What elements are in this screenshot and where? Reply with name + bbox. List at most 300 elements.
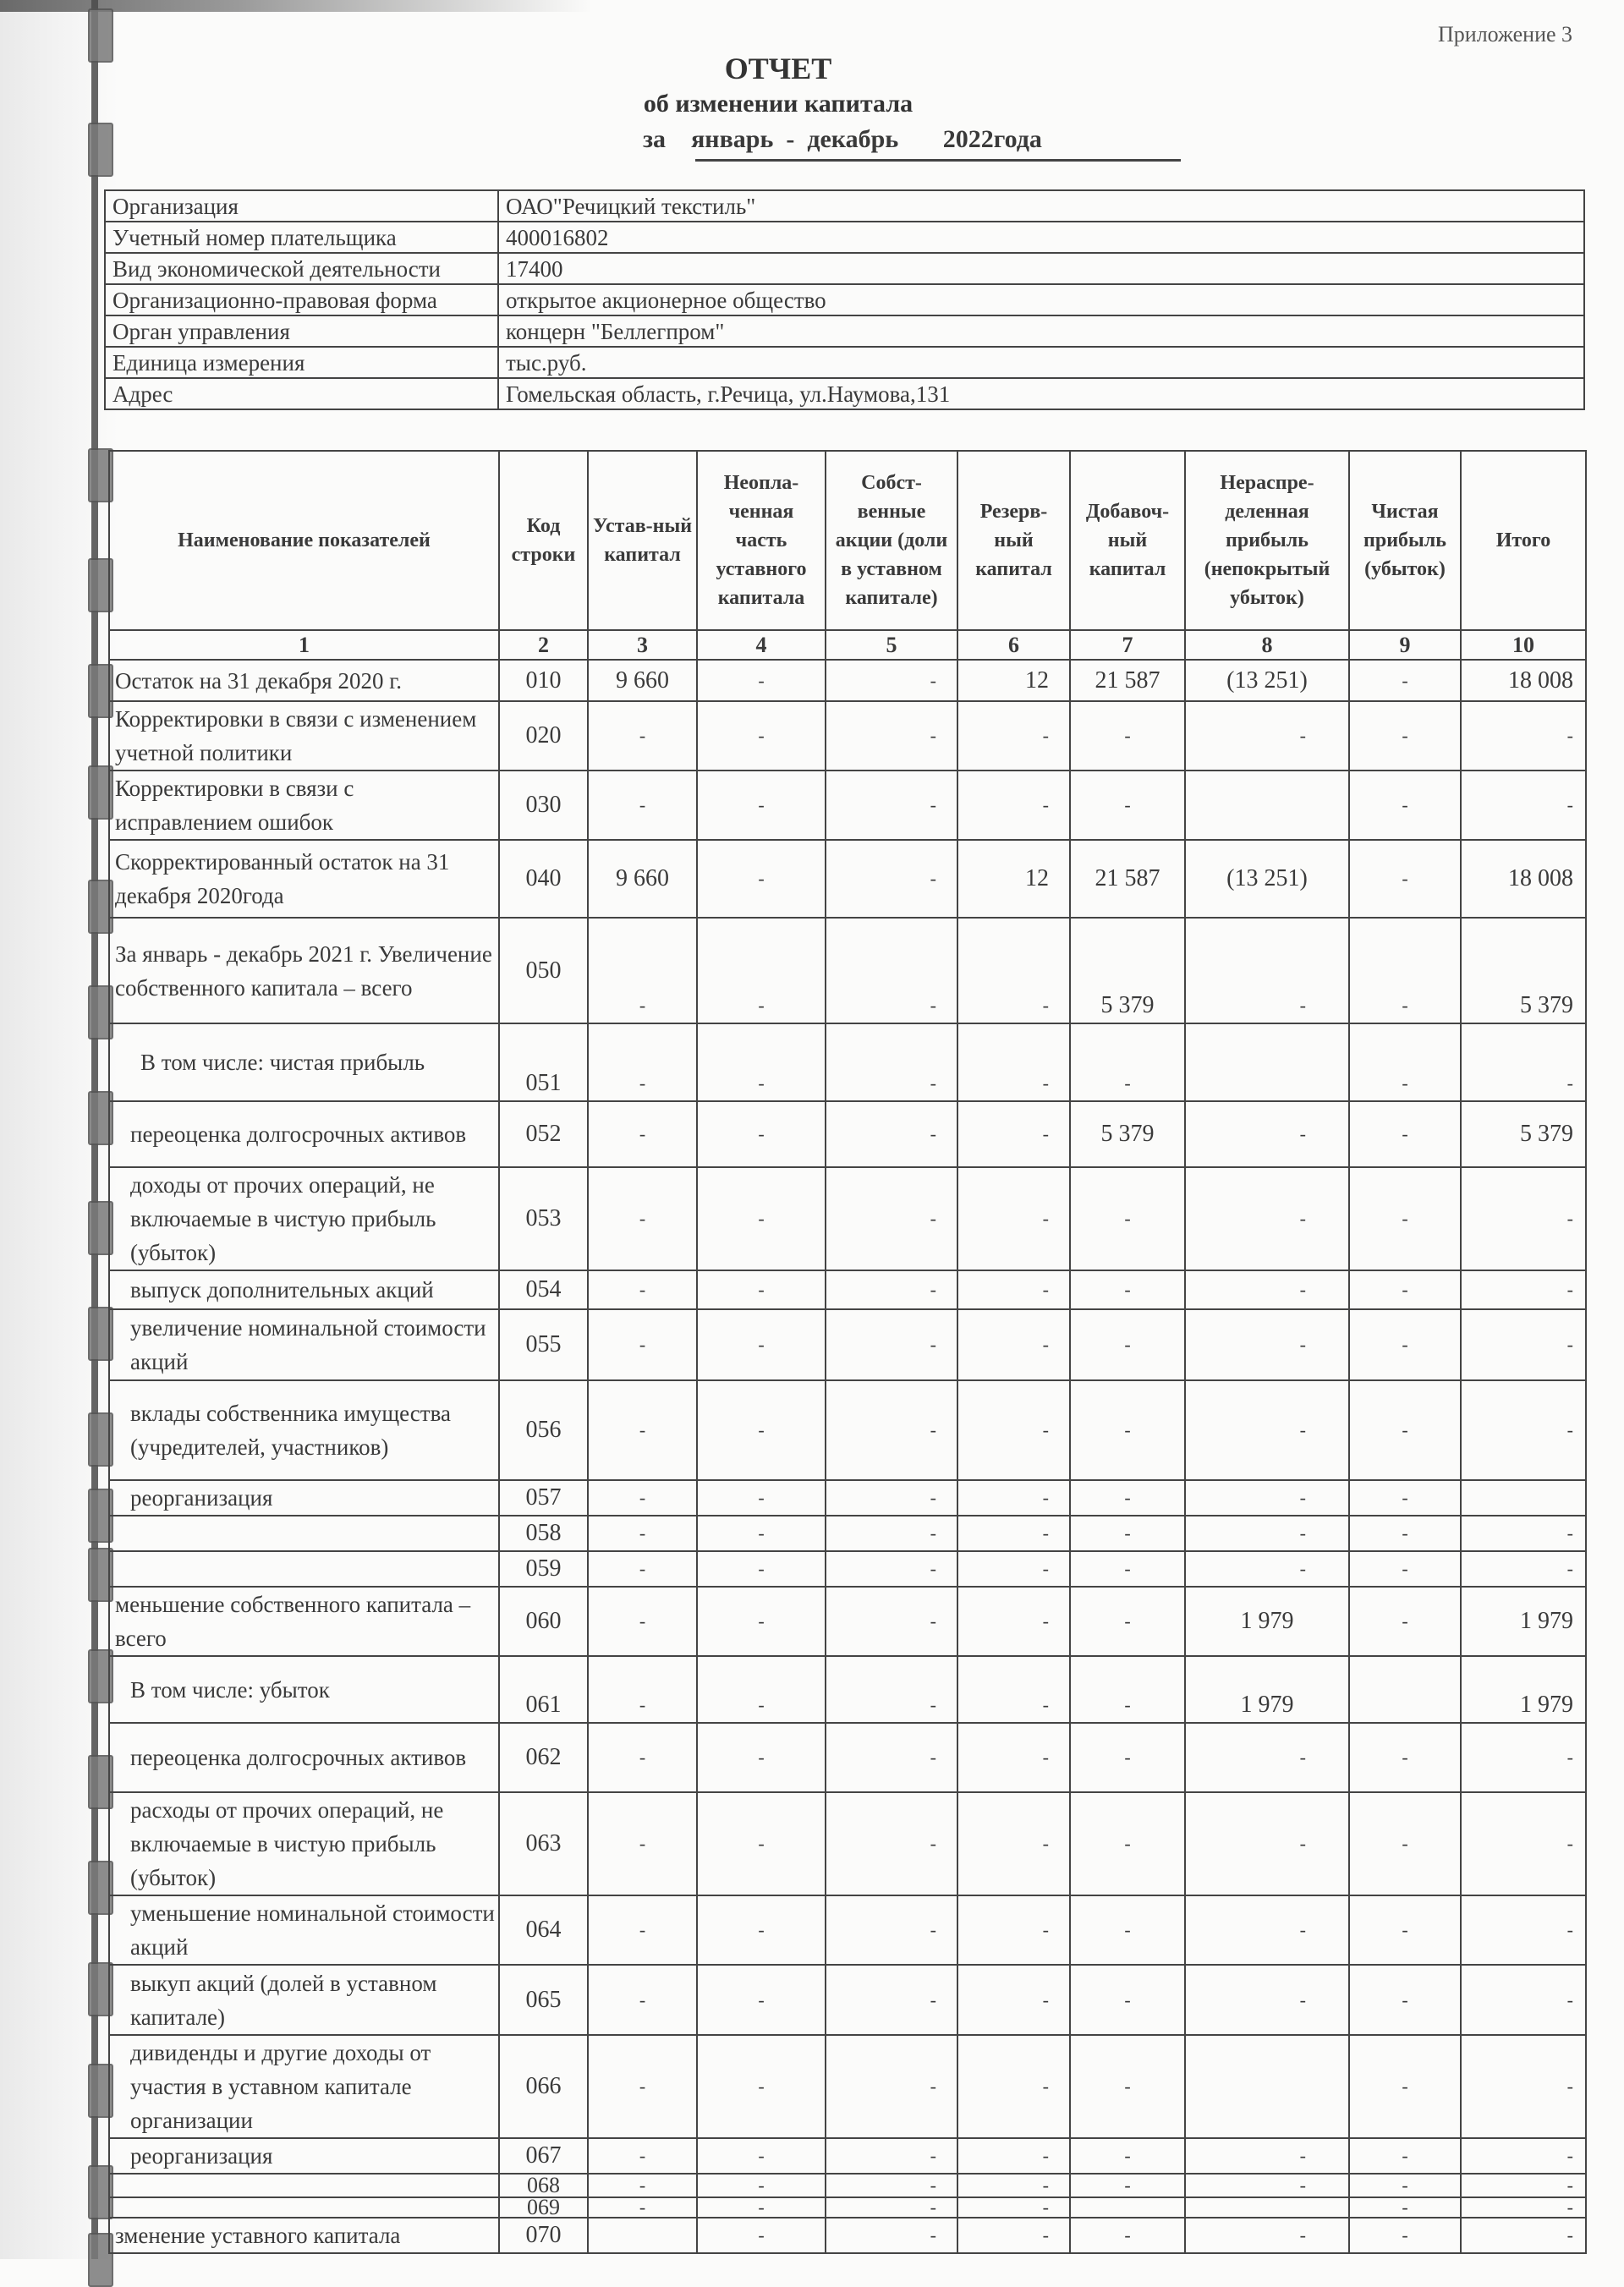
cell-value: -: [826, 1792, 957, 1895]
cell-value: -: [1461, 1309, 1586, 1380]
cell-value: -: [588, 1656, 697, 1723]
cell-value: 9 660: [588, 660, 697, 701]
column-number: 1: [109, 630, 499, 660]
row-code: 070: [499, 2218, 588, 2253]
info-row: [105, 315, 1584, 347]
row-code: 051: [499, 1023, 588, 1101]
cell-value: -: [1349, 840, 1461, 918]
column-number: 6: [957, 630, 1070, 660]
row-name: В том числе: чистая прибыль: [109, 1023, 499, 1101]
cell-value: -: [1461, 1270, 1586, 1309]
cell-value: [1185, 771, 1349, 840]
cell-value: -: [1185, 1270, 1349, 1309]
row-name: [109, 2174, 499, 2197]
table-row: [109, 1480, 1586, 1516]
cell-value: -: [697, 1587, 826, 1656]
row-code: 068: [499, 2174, 588, 2197]
cell-value: -: [826, 701, 957, 771]
cell-value: -: [588, 2138, 697, 2174]
row-name: За январь - декабрь 2021 г. Увеличение собственного капитала – всего: [109, 918, 499, 1023]
cell-value: -: [1349, 2197, 1461, 2218]
info-row: [105, 190, 1584, 222]
cell-value: [1349, 1656, 1461, 1723]
cell-value: -: [957, 1895, 1070, 1965]
cell-value: -: [957, 771, 1070, 840]
row-name: Корректировки в связи с исправлением ошибок: [109, 771, 499, 840]
cell-value: -: [588, 2174, 697, 2197]
row-name: переоценка долгосрочных активов: [109, 1101, 499, 1167]
cell-value: -: [957, 1965, 1070, 2035]
cell-value: -: [957, 1270, 1070, 1309]
row-name: дивиденды и другие доходы от участия в уставном капитале организации: [109, 2035, 499, 2138]
cell-value: -: [1070, 1965, 1185, 2035]
cell-value: -: [697, 1101, 826, 1167]
cell-value: -: [1070, 1723, 1185, 1792]
cell-value: -: [1349, 1270, 1461, 1309]
cell-value: 5 379: [1070, 1101, 1185, 1167]
row-name: вклады собственника имущества (учредителей, участников): [109, 1380, 499, 1480]
table-row: [109, 918, 1586, 1023]
cell-value: -: [1461, 1167, 1586, 1270]
row-name: переоценка долгосрочных активов: [109, 1723, 499, 1792]
cell-value: -: [826, 2174, 957, 2197]
cell-value: [1070, 2197, 1185, 2218]
info-value: Гомельская область, г.Речица, ул.Наумова,131: [498, 378, 1584, 409]
cell-value: -: [957, 1587, 1070, 1656]
cell-value: -: [1461, 2218, 1586, 2253]
cell-value: -: [957, 701, 1070, 771]
cell-value: -: [1349, 1587, 1461, 1656]
column-header: Собст-венные акции (доли в уставном капитале): [826, 451, 957, 630]
cell-value: -: [1070, 1023, 1185, 1101]
table-row: [109, 2138, 1586, 2174]
column-number: 7: [1070, 630, 1185, 660]
table-row: [109, 1551, 1586, 1587]
cell-value: 5 379: [1461, 918, 1586, 1023]
cell-value: -: [1070, 1551, 1185, 1587]
cell-value: -: [697, 1516, 826, 1551]
cell-value: 1 979: [1461, 1587, 1586, 1656]
cell-value: -: [826, 918, 957, 1023]
cell-value: -: [826, 1895, 957, 1965]
cell-value: -: [1185, 2174, 1349, 2197]
info-value: концерн "Беллегпром": [498, 315, 1584, 347]
cell-value: -: [1185, 1723, 1349, 1792]
cell-value: -: [957, 918, 1070, 1023]
cell-value: -: [1349, 1167, 1461, 1270]
table-row: [109, 2174, 1586, 2197]
cell-value: -: [957, 1723, 1070, 1792]
cell-value: -: [588, 1551, 697, 1587]
cell-value: -: [1185, 1309, 1349, 1380]
cell-value: -: [957, 1516, 1070, 1551]
cell-value: -: [697, 918, 826, 1023]
info-row: [105, 253, 1584, 284]
cell-value: -: [826, 2197, 957, 2218]
table-row: [109, 2218, 1586, 2253]
cell-value: -: [1070, 2218, 1185, 2253]
cell-value: -: [826, 1587, 957, 1656]
cell-value: -: [826, 1309, 957, 1380]
row-name: [109, 1516, 499, 1551]
table-row: [109, 1792, 1586, 1895]
cell-value: -: [1070, 1380, 1185, 1480]
table-header-row: [109, 451, 1586, 630]
cell-value: -: [957, 2197, 1070, 2218]
row-code: 030: [499, 771, 588, 840]
column-header: Добавоч-ный капитал: [1070, 451, 1185, 630]
cell-value: -: [957, 1792, 1070, 1895]
cell-value: -: [588, 2197, 697, 2218]
row-name: меньшение собственного капитала – всего: [109, 1587, 499, 1656]
cell-value: 21 587: [1070, 660, 1185, 701]
cell-value: -: [1185, 1895, 1349, 1965]
table-row: [109, 1380, 1586, 1480]
cell-value: -: [1185, 918, 1349, 1023]
cell-value: -: [1185, 1101, 1349, 1167]
cell-value: 1 979: [1461, 1656, 1586, 1723]
table-row: [109, 771, 1586, 840]
cell-value: -: [1070, 1270, 1185, 1309]
cell-value: -: [1349, 918, 1461, 1023]
table-row: [109, 1965, 1586, 2035]
cell-value: -: [1461, 2197, 1586, 2218]
cell-value: -: [1185, 1516, 1349, 1551]
cell-value: -: [697, 1895, 826, 1965]
cell-value: -: [697, 2174, 826, 2197]
cell-value: -: [1349, 1551, 1461, 1587]
row-name: реорганизация: [109, 2138, 499, 2174]
cell-value: -: [957, 1551, 1070, 1587]
cell-value: -: [826, 1480, 957, 1516]
cell-value: -: [588, 1167, 697, 1270]
row-name: выкуп акций (долей в уставном капитале): [109, 1965, 499, 2035]
cell-value: -: [1070, 1516, 1185, 1551]
cell-value: -: [826, 771, 957, 840]
cell-value: -: [1461, 1965, 1586, 2035]
cell-value: -: [1349, 1965, 1461, 2035]
cell-value: -: [826, 1551, 957, 1587]
info-label: Организация: [105, 190, 498, 222]
cell-value: -: [957, 2035, 1070, 2138]
row-code: 056: [499, 1380, 588, 1480]
capital-changes-table: [108, 450, 1587, 2254]
cell-value: -: [826, 840, 957, 918]
cell-value: -: [1461, 1380, 1586, 1480]
row-name: выпуск дополнительных акций: [109, 1270, 499, 1309]
info-label: Вид экономической деятельности: [105, 253, 498, 284]
binding-tab: [88, 123, 113, 177]
row-code: 069: [499, 2197, 588, 2218]
cell-value: -: [588, 1380, 697, 1480]
cell-value: -: [697, 1480, 826, 1516]
cell-value: -: [697, 1270, 826, 1309]
row-code: 050: [499, 918, 588, 1023]
cell-value: -: [826, 1656, 957, 1723]
cell-value: -: [1070, 771, 1185, 840]
row-code: 057: [499, 1480, 588, 1516]
column-header: Наименование показателей: [109, 451, 499, 630]
cell-value: -: [697, 1965, 826, 2035]
table-row: [109, 2197, 1586, 2218]
cell-value: -: [826, 1965, 957, 2035]
column-number: 4: [697, 630, 826, 660]
table-row: [109, 840, 1586, 918]
cell-value: -: [1461, 1023, 1586, 1101]
table-row: [109, 1167, 1586, 1270]
cell-value: 18 008: [1461, 660, 1586, 701]
row-name: В том числе: убыток: [109, 1656, 499, 1723]
table-row: [109, 701, 1586, 771]
cell-value: -: [826, 1380, 957, 1480]
cell-value: -: [588, 1101, 697, 1167]
cell-value: 9 660: [588, 840, 697, 918]
cell-value: -: [1461, 2035, 1586, 2138]
cell-value: -: [957, 1309, 1070, 1380]
cell-value: [1185, 2197, 1349, 2218]
row-name: увеличение номинальной стоимости акций: [109, 1309, 499, 1380]
appendix-label: Приложение 3: [1438, 22, 1573, 47]
column-header: Нераспре-деленная прибыль (непокрытый убыток): [1185, 451, 1349, 630]
cell-value: -: [697, 2138, 826, 2174]
cell-value: -: [826, 2035, 957, 2138]
column-header: Код строки: [499, 451, 588, 630]
cell-value: -: [1461, 1551, 1586, 1587]
cell-value: -: [697, 771, 826, 840]
row-code: 065: [499, 1965, 588, 2035]
row-code: 063: [499, 1792, 588, 1895]
cell-value: -: [1461, 1516, 1586, 1551]
cell-value: -: [1070, 2035, 1185, 2138]
row-name: Скорректированный остаток на 31 декабря 2020года: [109, 840, 499, 918]
column-number: 10: [1461, 630, 1586, 660]
cell-value: [1185, 1023, 1349, 1101]
row-name: зменение уставного капитала: [109, 2218, 499, 2253]
cell-value: -: [1349, 2138, 1461, 2174]
row-code: 054: [499, 1270, 588, 1309]
cell-value: 1 979: [1185, 1587, 1349, 1656]
cell-value: -: [1070, 2138, 1185, 2174]
period-underline: [695, 159, 1181, 162]
cell-value: -: [697, 1309, 826, 1380]
period-prefix: за: [643, 125, 667, 153]
cell-value: -: [1349, 2174, 1461, 2197]
cell-value: -: [1070, 1309, 1185, 1380]
cell-value: -: [1185, 1792, 1349, 1895]
cell-value: -: [1070, 1587, 1185, 1656]
row-code: 020: [499, 701, 588, 771]
cell-value: -: [957, 2218, 1070, 2253]
cell-value: (13 251): [1185, 660, 1349, 701]
info-label: Учетный номер плательщика: [105, 222, 498, 253]
period-year: 2022года: [942, 125, 1042, 153]
cell-value: -: [957, 2174, 1070, 2197]
organization-info-table: [104, 189, 1585, 410]
column-number: 8: [1185, 630, 1349, 660]
cell-value: -: [826, 2138, 957, 2174]
cell-value: -: [957, 2138, 1070, 2174]
cell-value: -: [1185, 2218, 1349, 2253]
column-number-row: [109, 630, 1586, 660]
column-number: 2: [499, 630, 588, 660]
cell-value: -: [588, 1587, 697, 1656]
cell-value: -: [1349, 660, 1461, 701]
table-row: [109, 1587, 1586, 1656]
column-number: 3: [588, 630, 697, 660]
cell-value: -: [826, 1723, 957, 1792]
cell-value: [1185, 2035, 1349, 2138]
cell-value: -: [1349, 2218, 1461, 2253]
cell-value: -: [1070, 1792, 1185, 1895]
cell-value: -: [588, 1270, 697, 1309]
row-name: Остаток на 31 декабря 2020 г.: [109, 660, 499, 701]
cell-value: -: [1185, 1551, 1349, 1587]
column-header: Резерв-ный капитал: [957, 451, 1070, 630]
row-code: 059: [499, 1551, 588, 1587]
cell-value: 5 379: [1461, 1101, 1586, 1167]
cell-value: -: [957, 1480, 1070, 1516]
cell-value: -: [957, 1380, 1070, 1480]
column-header: Итого: [1461, 451, 1586, 630]
table-row: [109, 1895, 1586, 1965]
row-name: Корректировки в связи с изменением учетной политики: [109, 701, 499, 771]
cell-value: -: [588, 1895, 697, 1965]
cell-value: -: [588, 1965, 697, 2035]
cell-value: -: [1461, 701, 1586, 771]
info-value: 17400: [498, 253, 1584, 284]
cell-value: -: [588, 918, 697, 1023]
cell-value: -: [697, 660, 826, 701]
cell-value: -: [1349, 1723, 1461, 1792]
cell-value: 18 008: [1461, 840, 1586, 918]
cell-value: -: [1461, 2174, 1586, 2197]
cell-value: -: [697, 1380, 826, 1480]
row-code: 010: [499, 660, 588, 701]
cell-value: -: [588, 2035, 697, 2138]
table-row: [109, 1656, 1586, 1723]
cell-value: -: [1070, 1895, 1185, 1965]
cell-value: 1 979: [1185, 1656, 1349, 1723]
column-header: Чистая прибыль (убыток): [1349, 451, 1461, 630]
row-code: 061: [499, 1656, 588, 1723]
cell-value: -: [588, 701, 697, 771]
cell-value: -: [1070, 2174, 1185, 2197]
cell-value: -: [1349, 2035, 1461, 2138]
row-name: реорганизация: [109, 1480, 499, 1516]
cell-value: -: [1185, 2138, 1349, 2174]
cell-value: 5 379: [1070, 918, 1185, 1023]
cell-value: -: [1349, 701, 1461, 771]
report-title: ОТЧЕТ: [724, 52, 832, 85]
cell-value: -: [1461, 1723, 1586, 1792]
info-value: открытое акционерное общество: [498, 284, 1584, 315]
column-number: 9: [1349, 630, 1461, 660]
cell-value: -: [1185, 1480, 1349, 1516]
cell-value: -: [1185, 1380, 1349, 1480]
cell-value: -: [588, 1309, 697, 1380]
row-name: расходы от прочих операций, не включаемые в чистую прибыль (убыток): [109, 1792, 499, 1895]
row-code: 052: [499, 1101, 588, 1167]
info-row: [105, 284, 1584, 315]
cell-value: 21 587: [1070, 840, 1185, 918]
cell-value: -: [1070, 1167, 1185, 1270]
cell-value: -: [1349, 1101, 1461, 1167]
cell-value: -: [697, 1792, 826, 1895]
cell-value: -: [1070, 1656, 1185, 1723]
table-row: [109, 1101, 1586, 1167]
cell-value: -: [1070, 1480, 1185, 1516]
table-row: [109, 1023, 1586, 1101]
cell-value: -: [1185, 701, 1349, 771]
cell-value: -: [588, 1023, 697, 1101]
info-value: 400016802: [498, 222, 1584, 253]
cell-value: -: [1461, 771, 1586, 840]
row-code: 062: [499, 1723, 588, 1792]
cell-value: -: [826, 660, 957, 701]
table-row: [109, 1516, 1586, 1551]
cell-value: -: [1349, 1895, 1461, 1965]
cell-value: -: [588, 1723, 697, 1792]
cell-value: -: [826, 1270, 957, 1309]
cell-value: -: [826, 1167, 957, 1270]
cell-value: -: [588, 1516, 697, 1551]
column-header: Устав-ный капитал: [588, 451, 697, 630]
cell-value: -: [1461, 1895, 1586, 1965]
info-value: тыс.руб.: [498, 347, 1584, 378]
table-row: [109, 1309, 1586, 1380]
table-row: [109, 1270, 1586, 1309]
cell-value: -: [697, 2218, 826, 2253]
table-row: [109, 1723, 1586, 1792]
info-label: Единица измерения: [105, 347, 498, 378]
cell-value: -: [957, 1656, 1070, 1723]
row-name: уменьшение номинальной стоимости акций: [109, 1895, 499, 1965]
cell-value: -: [697, 1167, 826, 1270]
cell-value: -: [697, 2197, 826, 2218]
cell-value: -: [697, 2035, 826, 2138]
cell-value: -: [1461, 2138, 1586, 2174]
cell-value: -: [826, 2218, 957, 2253]
cell-value: 12: [957, 660, 1070, 701]
cell-value: -: [588, 771, 697, 840]
cell-value: -: [826, 1023, 957, 1101]
info-row: [105, 347, 1584, 378]
cell-value: [588, 2218, 697, 2253]
cell-value: -: [826, 1516, 957, 1551]
cell-value: -: [1461, 1792, 1586, 1895]
column-header: Неопла-ченная часть уставного капитала: [697, 451, 826, 630]
cell-value: -: [1349, 771, 1461, 840]
cell-value: 12: [957, 840, 1070, 918]
row-code: 055: [499, 1309, 588, 1380]
info-row: [105, 222, 1584, 253]
row-code: 066: [499, 2035, 588, 2138]
cell-value: -: [1349, 1023, 1461, 1101]
cell-value: -: [1349, 1516, 1461, 1551]
report-subtitle: об изменении капитала: [643, 90, 914, 118]
info-label: Адрес: [105, 378, 498, 409]
cell-value: -: [588, 1792, 697, 1895]
cell-value: -: [1349, 1380, 1461, 1480]
cell-value: [1461, 1480, 1586, 1516]
cell-value: -: [1349, 1309, 1461, 1380]
cell-value: -: [697, 1723, 826, 1792]
column-number: 5: [826, 630, 957, 660]
cell-value: -: [826, 1101, 957, 1167]
info-value: ОАО"Речицкий текстиль": [498, 190, 1584, 222]
cell-value: -: [957, 1101, 1070, 1167]
row-code: 060: [499, 1587, 588, 1656]
